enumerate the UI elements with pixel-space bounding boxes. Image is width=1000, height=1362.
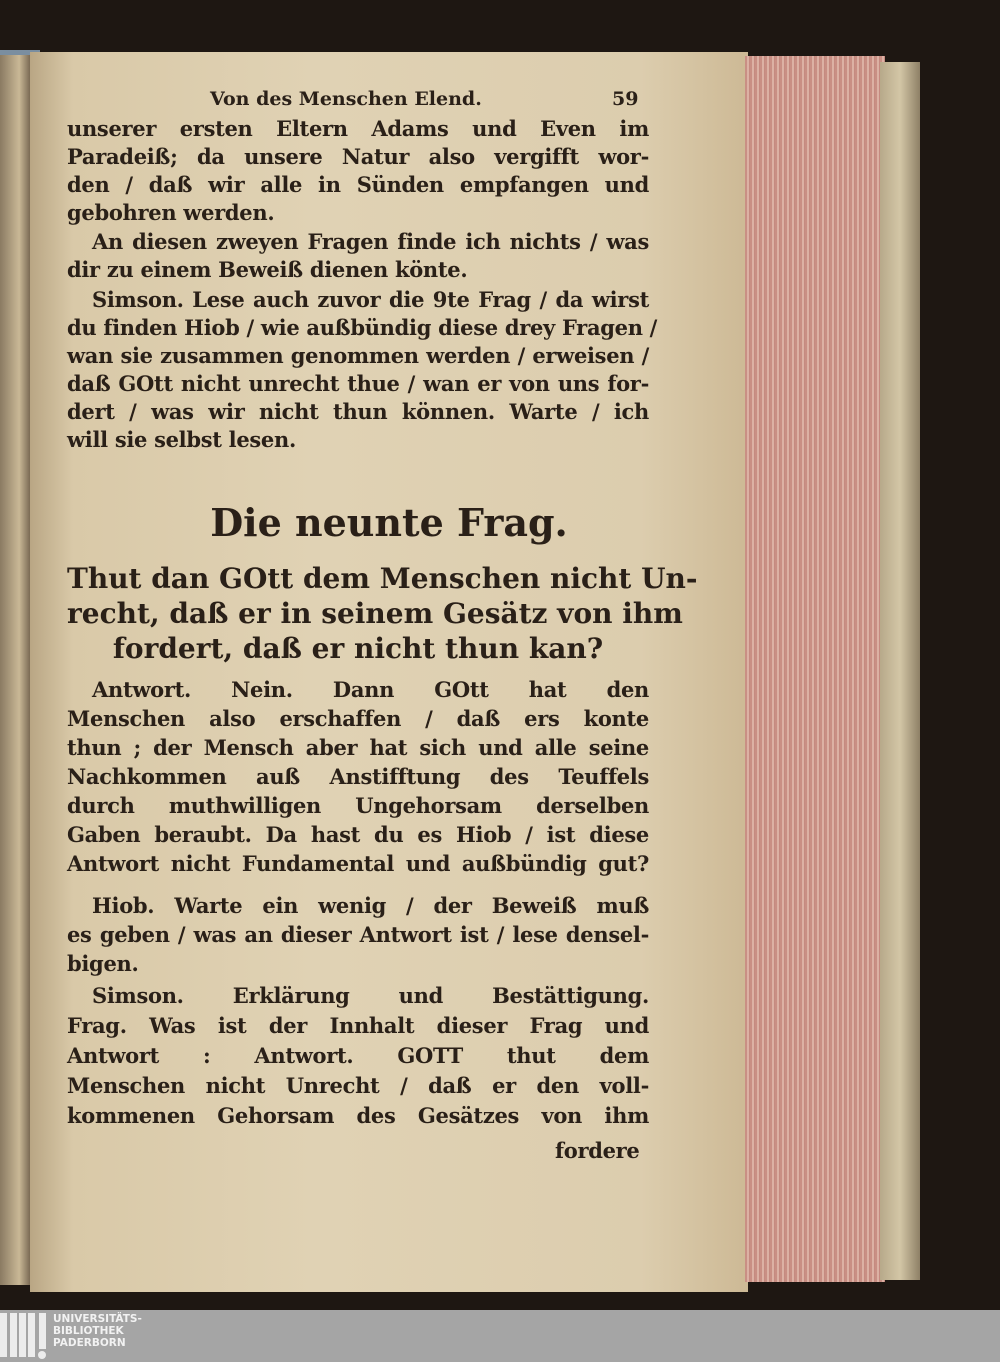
text-line: Paradeiß; da unsere Natur also vergifft wor- xyxy=(67,144,649,169)
text-line: Hiob. Warte ein wenig / der Beweiß muß xyxy=(92,893,649,918)
text-line: du finden Hiob / wie außbündig diese drey Fragen / xyxy=(67,315,658,340)
text-line: Simson. Lese auch zuvor die 9te Frag / da wirst xyxy=(92,287,649,312)
text-line: will sie selbst lesen. xyxy=(67,427,296,452)
chapter-heading: Die neunte Frag. xyxy=(210,500,568,545)
text-line: dert / was wir nicht thun können. Warte / ich xyxy=(67,399,649,424)
question-line: Thut dan GOtt dem Menschen nicht Un- xyxy=(67,562,698,595)
text-line: Gaben beraubt. Da hast du es Hiob / ist diese xyxy=(67,822,649,847)
library-name-line: PADERBORN xyxy=(53,1337,126,1349)
text-line: gebohren werden. xyxy=(67,200,275,225)
text-line: durch muthwilligen Ungehorsam derselben xyxy=(67,793,649,818)
library-footer-bar xyxy=(0,1310,1000,1362)
text-line: thun ; der Mensch aber hat sich und alle seine xyxy=(67,735,649,760)
text-line: Nachkommen auß Anstifftung des Teuffels xyxy=(67,764,649,789)
text-line: Antwort. Nein. Dann GOtt hat den xyxy=(92,677,649,702)
book-cover-edge xyxy=(880,62,920,1280)
text-line: dir zu einem Beweiß dienen könte. xyxy=(67,257,468,282)
text-line: Simson. Erklärung und Bestättigung. xyxy=(92,983,649,1008)
text-line: An diesen zweyen Fragen finde ich nichts / was xyxy=(92,229,649,254)
library-name-line: UNIVERSITÄTS- xyxy=(53,1313,142,1325)
library-name-line: BIBLIOTHEK xyxy=(53,1325,124,1337)
question-line: fordert, daß er nicht thun kan? xyxy=(112,632,604,665)
left-page-edge xyxy=(0,55,32,1285)
text-line: Menschen also erschaffen / daß ers konte xyxy=(67,706,649,731)
text-line: den / daß wir alle in Sünden empfangen und xyxy=(67,172,649,197)
text-line: kommenen Gehorsam des Gesätzes von ihm xyxy=(67,1103,649,1128)
catchword: fordere xyxy=(555,1138,640,1163)
text-line: unserer ersten Eltern Adams und Even im xyxy=(67,116,649,141)
text-line: Antwort nicht Fundamental und außbündig gut? xyxy=(67,851,649,876)
text-line: bigen. xyxy=(67,951,139,976)
text-line: Frag. Was ist der Innhalt dieser Frag und xyxy=(67,1013,649,1038)
running-title: Von des Menschen Elend. xyxy=(210,88,482,110)
question-line: recht, daß er in seinem Gesätz von ihm xyxy=(67,597,683,630)
text-line: es geben / was an dieser Antwort ist / lese densel- xyxy=(67,922,649,947)
text-line: wan sie zusammen genommen werden / erweisen / xyxy=(67,343,649,368)
text-line: daß GOtt nicht unrecht thue / wan er von uns for- xyxy=(67,371,649,396)
text-line: Antwort : Antwort. GOTT thut dem xyxy=(67,1043,649,1068)
text-line: Menschen nicht Unrecht / daß er den voll- xyxy=(67,1073,649,1098)
page-edges xyxy=(745,56,885,1282)
page-number: 59 xyxy=(612,88,639,110)
